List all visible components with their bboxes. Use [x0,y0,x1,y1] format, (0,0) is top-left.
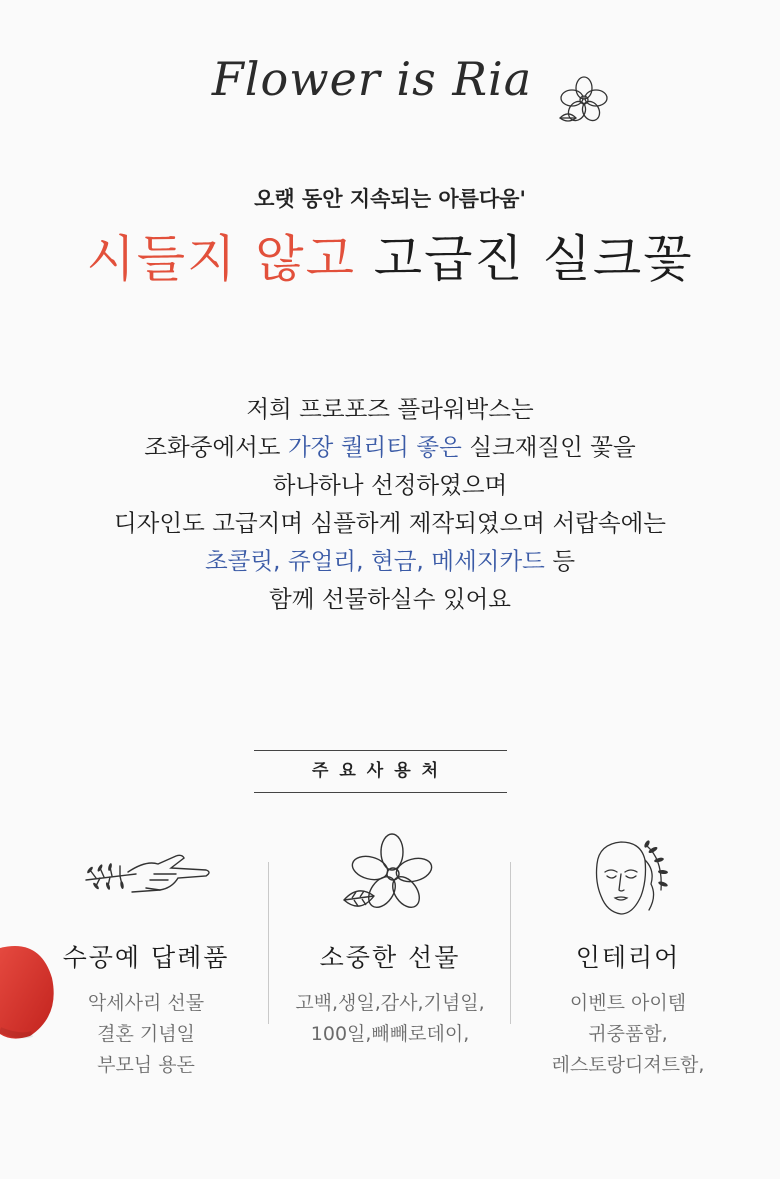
tagline: 오랫 동안 지속되는 아름다움' [254,187,526,211]
intro-line: 디자인도 고급지며 심플하게 제작되였으며 서랍속에는 [113,509,666,537]
intro-paragraph [0,390,780,618]
intro-text: 실크재질인 꽃을 [461,433,636,461]
use-case-line: 레스토랑디져트함, [551,1054,705,1076]
section-title: 주요사용처 [254,750,507,793]
headline-accent: 시들지 않고 [86,230,356,288]
use-case-column [36,830,256,1081]
use-case-lines [518,988,738,1081]
use-case-lines [36,988,256,1081]
hand-with-branch-icon [76,830,216,920]
intro-highlight: 가장 퀄리티 좋은 [287,433,462,461]
use-case-column [280,830,500,1050]
face-line-art-icon [583,830,673,930]
use-case-line: 악세사리 선물 [87,992,205,1014]
intro-text: 등 [544,547,576,575]
flower-sketch-icon [558,74,610,126]
intro-line [0,542,780,580]
use-case-line: 귀중품함, [588,1023,668,1045]
red-petal-decoration [0,938,60,1048]
use-case-line: 고백,생일,감사,기념일, [295,992,485,1014]
intro-text: 조화중에서도 [144,433,288,461]
logo-text: Flower is Ria [211,52,533,106]
use-case-icon-wrap [36,830,256,930]
intro-line: 저희 프로포즈 플라워박스는 [246,395,534,423]
intro-highlight: 초콜릿, 쥬얼리, 현금, 메세지카드 [204,547,545,575]
use-case-line: 결혼 기념일 [97,1023,195,1045]
magnolia-flower-icon [340,830,440,922]
use-case-title: 수공예 답례품 [62,943,230,972]
headline [0,228,780,290]
use-case-title: 인테리어 [575,943,681,972]
use-case-title: 소중한 선물 [319,943,461,972]
use-case-icon-wrap [518,830,738,930]
use-case-column [518,830,738,1081]
use-case-line: 100일,빼빼로데이, [310,1023,470,1045]
intro-line: 함께 선물하실수 있어요 [269,585,511,613]
use-case-line: 부모님 용돈 [97,1054,195,1076]
headline-rest: 고급진 실크꽃 [373,230,694,288]
column-divider [510,862,511,1024]
intro-line: 하나하나 선정하였으며 [272,471,508,499]
brand-logo [0,52,780,132]
column-divider [268,862,269,1024]
use-case-lines [280,988,500,1050]
intro-line [0,428,780,466]
use-case-line: 이벤트 아이템 [569,992,687,1014]
use-case-icon-wrap [280,830,500,930]
